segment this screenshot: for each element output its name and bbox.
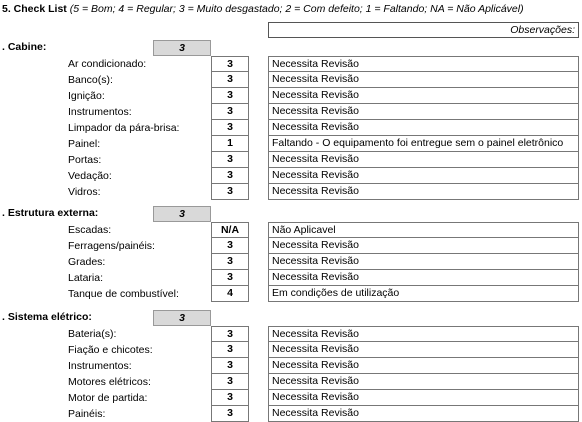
- item-label: Painel:: [68, 138, 101, 150]
- item-score-cell[interactable]: 3: [211, 270, 249, 286]
- section-header: [0, 40, 582, 56]
- checklist-row: [0, 136, 582, 152]
- item-score-cell[interactable]: 3: [211, 342, 249, 358]
- item-label: Instrumentos:: [68, 360, 132, 372]
- item-observation-cell[interactable]: Necessita Revisão: [268, 184, 579, 200]
- item-observation-cell[interactable]: Necessita Revisão: [268, 168, 579, 184]
- item-label: Banco(s):: [68, 74, 113, 86]
- item-label: Escadas:: [68, 224, 112, 236]
- item-observation-cell[interactable]: Necessita Revisão: [268, 238, 579, 254]
- item-score-cell[interactable]: 3: [211, 254, 249, 270]
- section: [0, 310, 582, 422]
- checklist-row: [0, 326, 582, 342]
- item-score-cell[interactable]: 3: [211, 406, 249, 422]
- item-score-cell[interactable]: 3: [211, 374, 249, 390]
- checklist-row: [0, 184, 582, 200]
- item-label: Ar condicionado:: [68, 58, 147, 70]
- section-score: 3: [153, 206, 211, 222]
- section-title: . Estrutura externa:: [2, 207, 99, 219]
- item-score-cell[interactable]: 3: [211, 104, 249, 120]
- item-score-cell[interactable]: 1: [211, 136, 249, 152]
- item-observation-cell[interactable]: Necessita Revisão: [268, 88, 579, 104]
- section-title: . Cabine:: [2, 41, 47, 53]
- item-score-cell[interactable]: 3: [211, 168, 249, 184]
- item-label: Grades:: [68, 256, 106, 268]
- item-label: Motores elétricos:: [68, 376, 151, 388]
- item-score-cell[interactable]: 3: [211, 152, 249, 168]
- item-observation-cell[interactable]: Necessita Revisão: [268, 56, 579, 72]
- item-label: Instrumentos:: [68, 106, 132, 118]
- item-score-cell[interactable]: 3: [211, 326, 249, 342]
- checklist-row: [0, 120, 582, 136]
- item-label: Ferragens/painéis:: [68, 240, 155, 252]
- checklist-row: [0, 152, 582, 168]
- item-score-cell[interactable]: 3: [211, 56, 249, 72]
- checklist-row: [0, 270, 582, 286]
- section-title: . Sistema elétrico:: [2, 311, 92, 323]
- item-label: Vedação:: [68, 170, 112, 182]
- checklist-row: [0, 168, 582, 184]
- checklist-legend: (5 = Bom; 4 = Regular; 3 = Muito desgastado; 2 = Com defeito; 1 = Faltando; NA = Não Aplicável): [69, 3, 524, 15]
- item-score-cell[interactable]: 3: [211, 390, 249, 406]
- item-score-cell[interactable]: 4: [211, 286, 249, 302]
- item-observation-cell[interactable]: Necessita Revisão: [268, 390, 579, 406]
- item-observation-cell[interactable]: Necessita Revisão: [268, 120, 579, 136]
- checklist-row: [0, 56, 582, 72]
- checklist-row: [0, 406, 582, 422]
- checklist-title: [2, 3, 524, 15]
- item-score-cell[interactable]: 3: [211, 184, 249, 200]
- checklist-row: [0, 342, 582, 358]
- item-observation-cell[interactable]: Necessita Revisão: [268, 342, 579, 358]
- checklist-row: [0, 254, 582, 270]
- item-score-cell[interactable]: 3: [211, 88, 249, 104]
- item-score-cell[interactable]: N/A: [211, 222, 249, 238]
- item-label: Portas:: [68, 154, 102, 166]
- section: [0, 206, 582, 302]
- item-observation-cell[interactable]: Necessita Revisão: [268, 358, 579, 374]
- item-observation-cell[interactable]: Necessita Revisão: [268, 254, 579, 270]
- item-label: Motor de partida:: [68, 392, 148, 404]
- item-score-cell[interactable]: 3: [211, 358, 249, 374]
- item-label: Tanque de combustível:: [68, 288, 179, 300]
- item-observation-cell[interactable]: Necessita Revisão: [268, 406, 579, 422]
- section-score: 3: [153, 40, 211, 56]
- item-observation-cell[interactable]: Necessita Revisão: [268, 374, 579, 390]
- checklist-row: [0, 358, 582, 374]
- item-observation-cell[interactable]: Em condições de utilização: [268, 286, 579, 302]
- checklist-row: [0, 286, 582, 302]
- item-observation-cell[interactable]: Necessita Revisão: [268, 270, 579, 286]
- observacoes-header: Observações:: [268, 22, 579, 38]
- item-observation-cell[interactable]: Faltando - O equipamento foi entregue sem o painel eletrônico: [268, 136, 579, 152]
- item-label: Lataria:: [68, 272, 104, 284]
- item-label: Painéis:: [68, 408, 106, 420]
- item-observation-cell[interactable]: Necessita Revisão: [268, 152, 579, 168]
- section-header: [0, 310, 582, 326]
- checklist-row: [0, 222, 582, 238]
- checklist-title-bold: 5. Check List: [2, 3, 67, 15]
- item-label: Fiação e chicotes:: [68, 344, 153, 356]
- checklist-row: [0, 104, 582, 120]
- section-header: [0, 206, 582, 222]
- item-score-cell[interactable]: 3: [211, 120, 249, 136]
- item-score-cell[interactable]: 3: [211, 238, 249, 254]
- checklist-row: [0, 238, 582, 254]
- item-label: Vidros:: [68, 186, 101, 198]
- item-label: Ignição:: [68, 90, 105, 102]
- item-observation-cell[interactable]: Necessita Revisão: [268, 326, 579, 342]
- checklist-row: [0, 374, 582, 390]
- checklist-row: [0, 390, 582, 406]
- checklist-row: [0, 88, 582, 104]
- item-observation-cell[interactable]: Não Aplicavel: [268, 222, 579, 238]
- section: [0, 40, 582, 200]
- checklist-row: [0, 72, 582, 88]
- section-score: 3: [153, 310, 211, 326]
- item-observation-cell[interactable]: Necessita Revisão: [268, 104, 579, 120]
- item-score-cell[interactable]: 3: [211, 72, 249, 88]
- item-label: Bateria(s):: [68, 328, 117, 340]
- item-observation-cell[interactable]: Necessita Revisão: [268, 72, 579, 88]
- item-label: Limpador da pára-brisa:: [68, 122, 180, 134]
